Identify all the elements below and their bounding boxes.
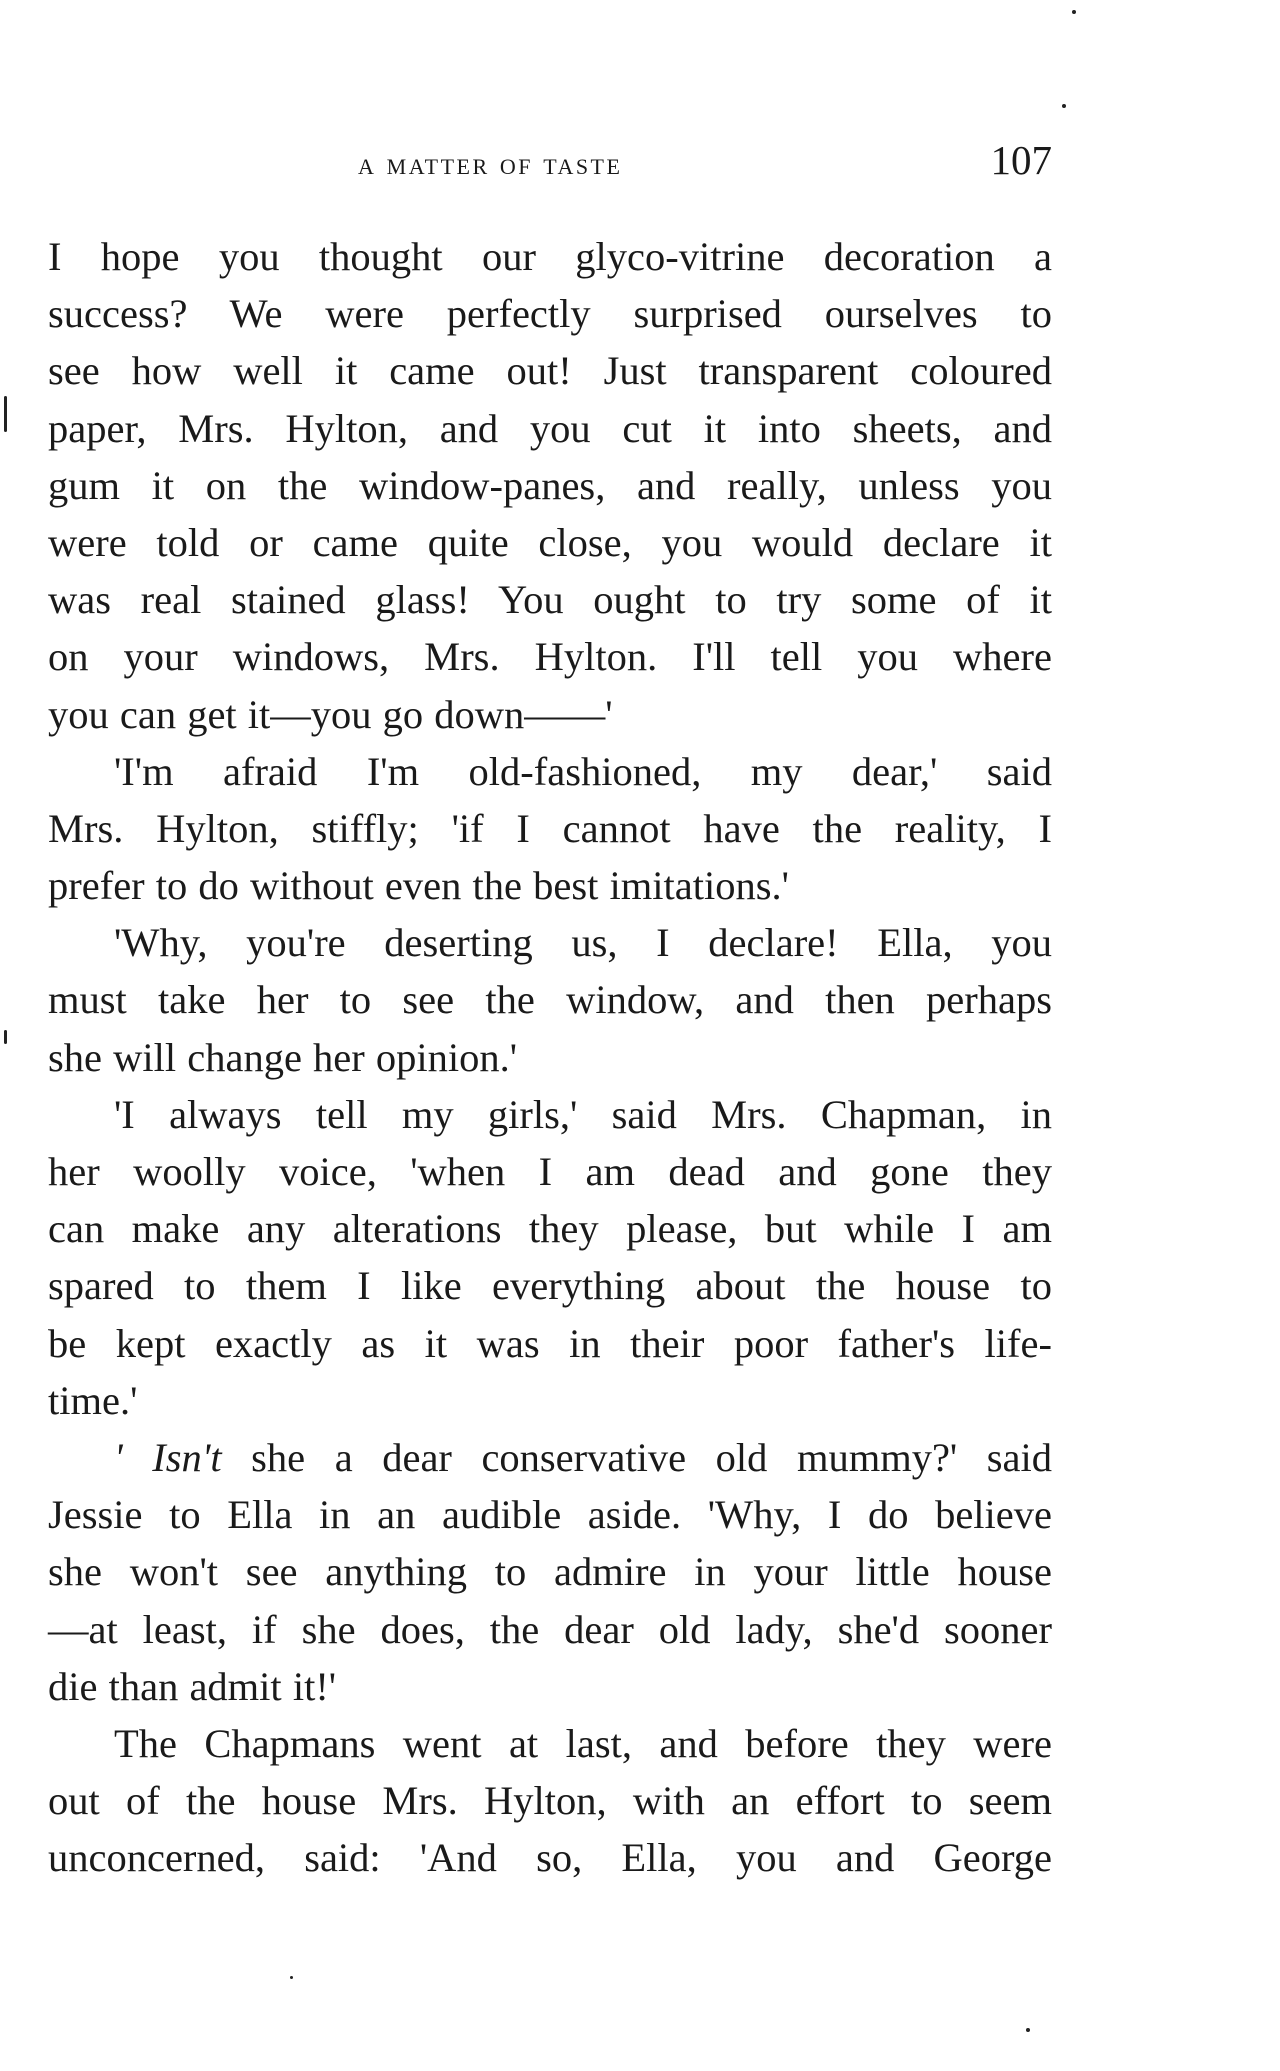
text-line: success? We were perfectly surprised ourselves to [48,291,1052,337]
text-line: 'Why, you're deserting us, I declare! Ella, you [114,920,1052,966]
text-line: 'I'm afraid I'm old-fashioned, my dear,' said [114,748,1052,794]
text-line: Mrs. Hylton, stiffly; 'if I cannot have the reality, I [48,805,1052,851]
text-line: gum it on the window-panes, and really, unless you [48,462,1052,508]
text-line: see how well it came out! Just transparent coloured [48,348,1052,394]
text-line: Jessie to Ella in an audible aside. 'Why, I do believe [48,1492,1052,1538]
text-line: was real stained glass! You ought to try some of it [48,577,1052,623]
text-line: The Chapmans went at last, and before they were [114,1720,1052,1766]
text-line: prefer to do without even the best imitations.' [48,863,789,909]
text-line: paper, Mrs. Hylton, and you cut it into sheets, and [48,405,1052,451]
italic-word: ' Isn't [114,1434,222,1480]
text-line: spared to them I like everything about the house to [48,1263,1052,1309]
text-line: you can get it—you go down——' [48,691,613,737]
text-line: unconcerned, said: 'And so, Ella, you and George [48,1835,1052,1881]
text-line: on your windows, Mrs. Hylton. I'll tell you where [48,634,1052,680]
text-line: die than admit it!' [48,1663,337,1709]
text-line: 'I always tell my girls,' said Mrs. Chapman, in [114,1091,1052,1137]
text-line [48,1429,1052,1486]
scan-speck [1062,104,1066,108]
text-line: —at least, if she does, the dear old lady, she'd sooner [48,1606,1052,1652]
running-head: a matter of taste [358,146,623,181]
scan-speck [4,1030,7,1044]
text-run: she a dear conservative old mummy?' said [221,1434,1053,1480]
scan-speck [1072,10,1076,14]
text-line: were told or came quite close, you would declare it [48,519,1052,565]
body-text [48,228,1052,1886]
text-line: can make any alterations they please, but while I am [48,1206,1052,1252]
page-header [48,136,1052,192]
text-line: she won't see anything to admire in your little house [48,1549,1052,1595]
scan-speck [4,396,7,432]
scan-speck [1026,2028,1030,2032]
text-line: her woolly voice, 'when I am dead and gone they [48,1149,1052,1194]
text-line: be kept exactly as it was in their poor father's life- [48,1320,1052,1366]
text-line: must take her to see the window, and then perhaps [48,977,1052,1023]
scan-speck [290,1976,293,1979]
page-number: 107 [990,137,1052,183]
text-line: out of the house Mrs. Hylton, with an effort to seem [48,1778,1052,1824]
text-line: time.' [48,1377,138,1423]
text-line: she will change her opinion.' [48,1034,518,1080]
text-line: I hope you thought our glyco-vitrine decoration a [48,234,1052,279]
